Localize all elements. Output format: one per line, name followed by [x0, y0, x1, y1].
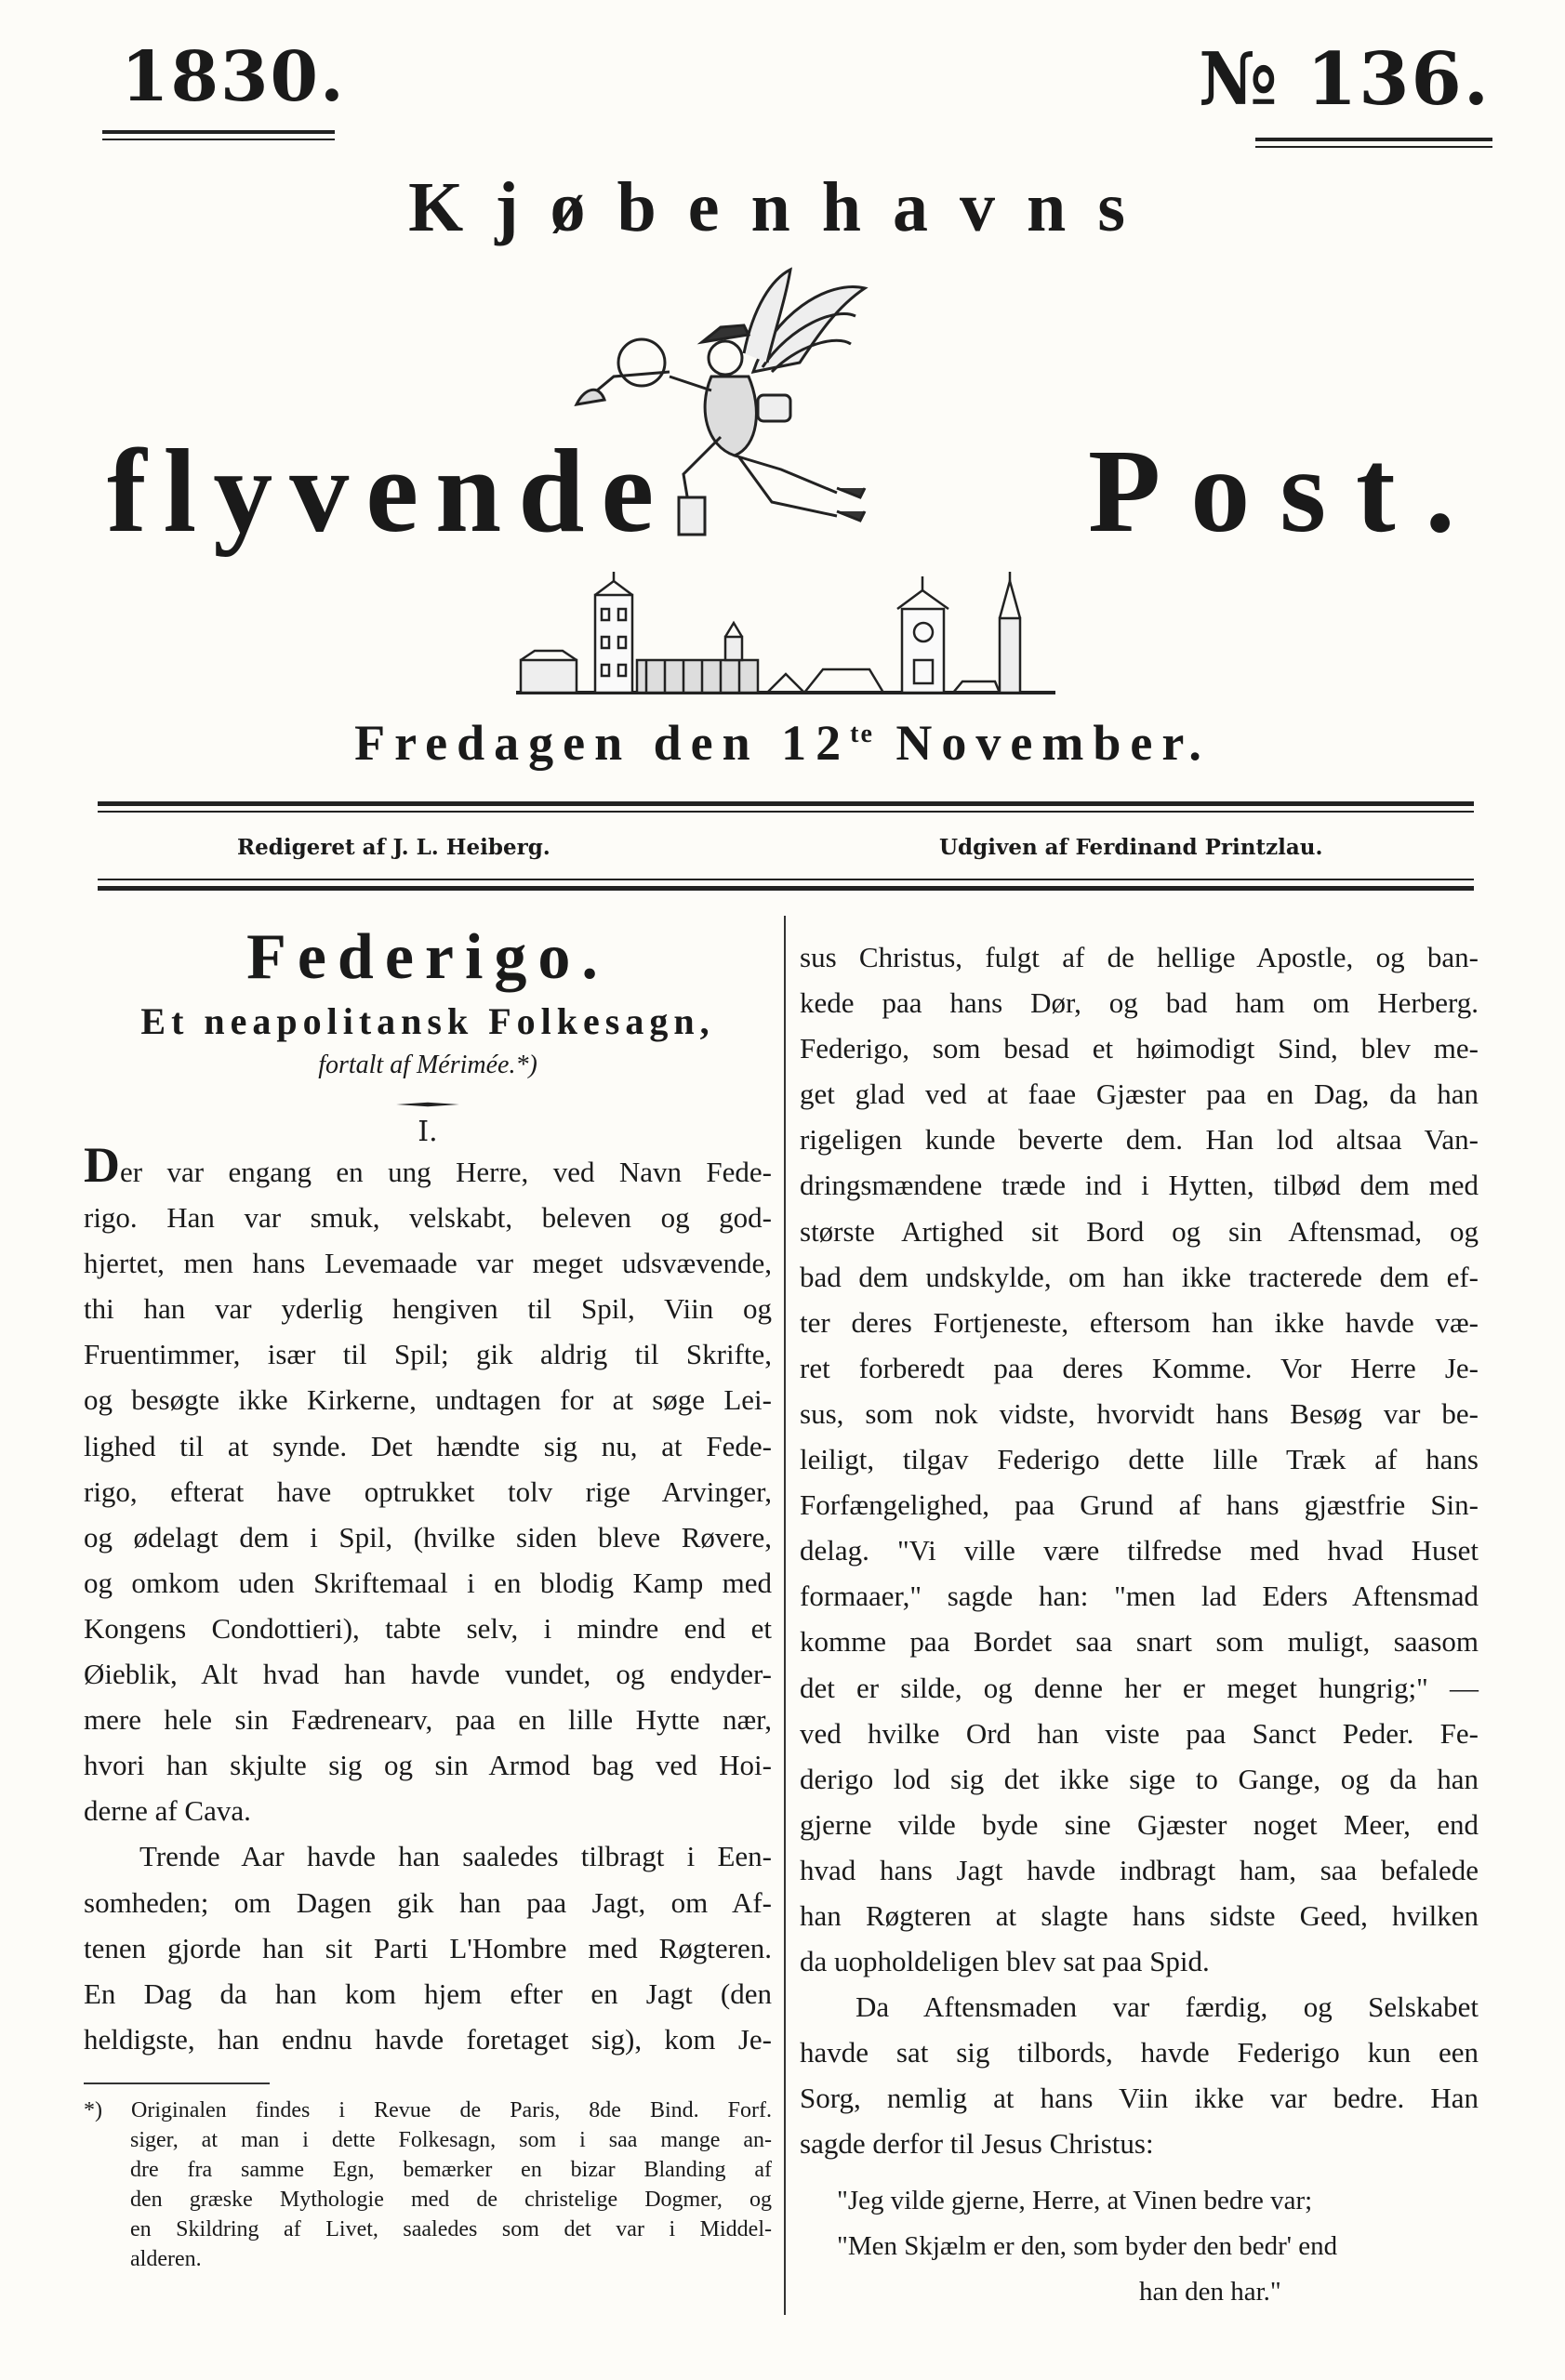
text-line: somheden; om Dagen gik han paa Jagt, om Af- [84, 1885, 772, 1919]
text-line: tenen gjorde han sit Parti L'Hombre med Røgteren. [84, 1931, 772, 1964]
text-line: da uopholdeligen blev sat paa Spid. [800, 1945, 1210, 1978]
text-line: hvori han skjulte sig og sin Armod bag ved Hoi- [84, 1749, 772, 1782]
footnote-line: en Skildring af Livet, saaledes som det var i Middel- [130, 2217, 772, 2241]
footnote-line: dre fra samme Egn, bemærker en bizar Blanding af [130, 2158, 772, 2182]
number-underline [1255, 138, 1492, 148]
right-column [800, 934, 1479, 2315]
text-line: Forfængelighed, paa Grund af hans gjæstfrie Sin- [800, 1488, 1479, 1522]
column-divider [784, 916, 786, 2315]
verse-line: han den har." [1139, 2276, 1281, 2307]
text-line: heldigste, han endnu havde foretaget sig), kom Je- [84, 2022, 772, 2056]
footnote-rule [84, 2082, 270, 2084]
article-byline: fortalt af Mérimée.*) [318, 1051, 537, 1079]
text-line: delag. "Vi ville være tilfredse med hvad Huset [800, 1534, 1479, 1567]
issue-number: № 136. [1199, 37, 1491, 122]
masthead-title-top: Kjøbenhavns [408, 168, 1157, 246]
header-rule-bottom [98, 886, 1474, 891]
text-line: det er silde, og denne her er meget hungrig;" — [800, 1671, 1479, 1704]
footnote-line: alderen. [130, 2247, 202, 2271]
footnote-line: *) Originalen findes i Revue de Paris, 8de Bind. Forf. [84, 2098, 772, 2122]
text-line: største Artighed sit Bord og sin Aftensmad, og [800, 1214, 1479, 1248]
text-line: sagde derfor til Jesus Christus: [800, 2127, 1154, 2161]
city-skyline-illustration [516, 572, 1055, 697]
text-line: hjertet, men hans Levemaade var meget udsvævende, [84, 1247, 772, 1280]
dateline-suffix: November. [873, 715, 1211, 771]
header-rule-bottom-thin [98, 879, 1474, 880]
text-line: kede paa hans Dør, og bad ham om Herberg. [800, 986, 1479, 1020]
dateline [0, 714, 1565, 772]
editor-line: Redigeret af J. L. Heiberg. [237, 835, 550, 860]
text-line: havde sat sig tilbords, havde Federigo kun een [800, 2036, 1479, 2069]
text-line: Federigo, som besad et høimodigt Sind, blev me- [800, 1032, 1479, 1065]
text-line: mere hele sin Fædrenearv, paa en lille Hytte nær, [84, 1703, 772, 1737]
text-line: Fruentimmer, især til Spil; gik aldrig til Skrifte, [84, 1338, 772, 1371]
verse-line: "Men Skjælm er den, som byder den bedr' end [837, 2230, 1338, 2261]
text-line: bad dem undskylde, om han ikke tracterede dem ef- [800, 1260, 1479, 1293]
text-line: lighed til at synde. Det hændte sig nu, at Fede- [84, 1429, 772, 1462]
flying-messenger-illustration [558, 260, 948, 595]
header-rule-top [98, 801, 1474, 806]
masthead-title-left: flyvende [107, 425, 671, 557]
text-line: komme paa Bordet saa snart som muligt, saasom [800, 1625, 1479, 1659]
text-line: hvad hans Jagt havde indbragt ham, saa befalede [800, 1853, 1479, 1886]
text-line: derigo lod sig det ikke sige to Gange, og da han [800, 1762, 1479, 1795]
text-line: rigeligen kunde beverte dem. Han lod altsaa Van- [800, 1123, 1479, 1157]
text-line: sus Christus, fulgt af de hellige Apostle, og ban- [800, 941, 1479, 973]
text-line: thi han var yderlig hengiven til Spil, Viin og [84, 1292, 772, 1326]
drop-cap: D [84, 1137, 120, 1193]
text-line: rigo. Han var smuk, velskabt, beleven og god- [84, 1201, 772, 1235]
text-line: han Røgteren at slagte hans sidste Geed, hvilken [800, 1898, 1479, 1932]
text-line: Da Aftensmaden var færdig, og Selskabet [855, 1990, 1479, 2024]
text-line: og omkom uden Skriftemaal i en blodig Kamp med [84, 1566, 772, 1599]
footnote-line: siger, at man i dette Folkesagn, som i saa mange an- [130, 2128, 772, 2152]
year-underline [102, 130, 335, 140]
header-rule-top-thin [98, 811, 1474, 813]
text-line: sus, som nok vidste, hvorvidt hans Besøg var be- [800, 1396, 1479, 1430]
article-subtitle: Et neapolitansk Folkesagn, [140, 1000, 715, 1042]
section-number: I. [418, 1116, 438, 1148]
text-line: Kongens Condottieri), tabte selv, i mindre end et [84, 1611, 772, 1645]
footnote [84, 2096, 772, 2274]
masthead-title-right: Post. [1088, 425, 1485, 557]
text-line: og besøgte ikke Kirkerne, undtagen for at søge Lei- [84, 1383, 772, 1417]
text-line: get glad ved at faae Gjæster paa en Dag, da han [800, 1078, 1479, 1111]
footnote-line: den græske Mythologie med de christelige Dogmer, og [130, 2188, 772, 2212]
verse-line: "Jeg vilde gjerne, Herre, at Vinen bedre var; [837, 2185, 1313, 2215]
year: 1830. [121, 37, 346, 117]
text-line: derne af Cava. [84, 1794, 251, 1828]
text-line: formaaer," sagde han: "men lad Eders Aftensmad [800, 1580, 1479, 1613]
ornament-rule [386, 1102, 470, 1107]
text-line: ret forberedt paa deres Komme. Vor Herre Je- [800, 1351, 1479, 1384]
dateline-prefix: Fredagen den 12 [354, 715, 851, 771]
text-line: leiligt, tilgav Federigo dette lille Træk af hans [800, 1443, 1479, 1476]
dateline-ordinal: te [850, 720, 874, 748]
text-line: rigo, efterat have optrukket tolv rige Arvinger, [84, 1474, 772, 1508]
article-title: Federigo. [246, 921, 609, 993]
left-column [84, 1137, 772, 2062]
text-line: og ødelagt dem i Spil, (hvilke siden bleve Røvere, [84, 1520, 772, 1554]
text-line: ter deres Fortjeneste, eftersom han ikke havde væ- [800, 1305, 1479, 1339]
text-line: Sorg, nemlig at hans Viin ikke var bedre. Han [800, 2082, 1479, 2115]
text-line: Øieblik, Alt hvad han havde vundet, og endyder- [84, 1658, 772, 1691]
text-line: ved hvilke Ord han viste paa Sanct Peder. Fe- [800, 1716, 1479, 1750]
text-line: Der var engang en ung Herre, ved Navn Fede- [84, 1137, 772, 1193]
publisher-line: Udgiven af Ferdinand Printzlau. [939, 835, 1323, 860]
text-line: gjerne vilde byde sine Gjæster noget Meer, end [800, 1807, 1479, 1841]
text-line: En Dag da han kom hjem efter en Jagt (den [84, 1977, 772, 2010]
text-line: Trende Aar havde han saaledes tilbragt i Een- [139, 1840, 772, 1873]
text-line: dringsmændene træde ind i Hytten, tilbød dem med [800, 1169, 1479, 1202]
